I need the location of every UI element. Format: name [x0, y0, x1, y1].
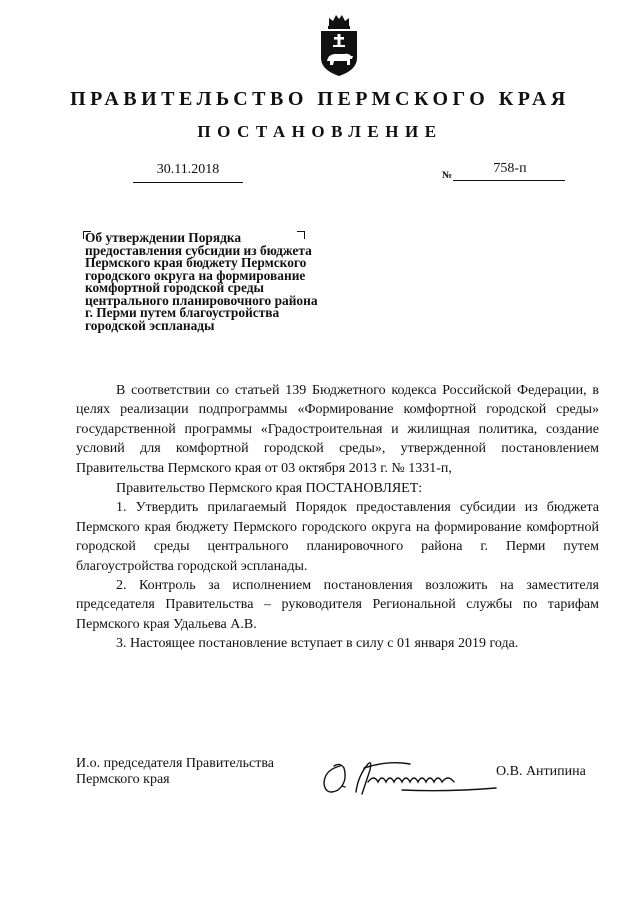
preamble-paragraph: В соответствии со статьей 139 Бюджетного кодекса Российской Федерации, в целях реализации подпрограммы «Формирование комфортной городской среды» государственной программы «Градостроительная и жилищная политика, создание условий для комфортной городской среды», утвержденной постановлением Правительства Пермского края от 03 октября 2013 г. № 1331-п,	[76, 383, 599, 476]
subject-line: городского округа на формирование	[85, 267, 306, 283]
document-number: 758-п	[493, 161, 527, 176]
subject-line: Об утверждении Порядка	[85, 230, 242, 245]
subject-line: г. Перми путем благоустройства	[85, 305, 280, 320]
subject-line: центрального планировочного района	[85, 292, 318, 308]
decree-paragraph: Правительство Пермского края ПОСТАНОВЛЯЕТ:	[116, 481, 423, 497]
position-line: И.о. председателя Правительства	[76, 756, 275, 771]
position-line: Пермского края	[76, 771, 170, 787]
item-2-paragraph: 2. Контроль за исполнением постановления возложить на заместителя председателя Правительства – руководителя Региональной службы по тарифам Пермского края Удальева А.В.	[76, 578, 599, 632]
coat-of-arms-icon	[317, 12, 361, 78]
signatory-position	[76, 756, 274, 787]
organization-title: ПРАВИТЕЛЬСТВО ПЕРМСКОГО КРАЯ	[70, 88, 570, 110]
item-3-paragraph: 3. Настоящее постановление вступает в силу с 01 января 2019 года.	[116, 636, 519, 652]
date-underline	[133, 182, 243, 183]
number-underline	[453, 180, 565, 181]
signature-image	[318, 756, 502, 800]
document-body	[76, 381, 599, 654]
subject-line: городской эспланады	[85, 317, 215, 333]
document-subject	[85, 232, 375, 332]
number-sign: №	[442, 170, 453, 181]
subject-line: комфортной городской среды	[85, 280, 264, 295]
document-date: 30.11.2018	[156, 162, 220, 177]
item-1-paragraph: 1. Утвердить прилагаемый Порядок предоставления субсидии из бюджета Пермского края бюджету Пермского городского округа на формирование комфортной городской среды центрального планировочного района г. Перми путем благоустройства городской эспланады.	[76, 500, 599, 574]
signatory-name: О.В. Антипина	[496, 764, 586, 779]
document-type: ПОСТАНОВЛЕНИЕ	[197, 122, 443, 141]
subject-line: предоставления субсидии из бюджета	[85, 242, 312, 258]
subject-line: Пермского края бюджету Пермского	[85, 255, 307, 270]
